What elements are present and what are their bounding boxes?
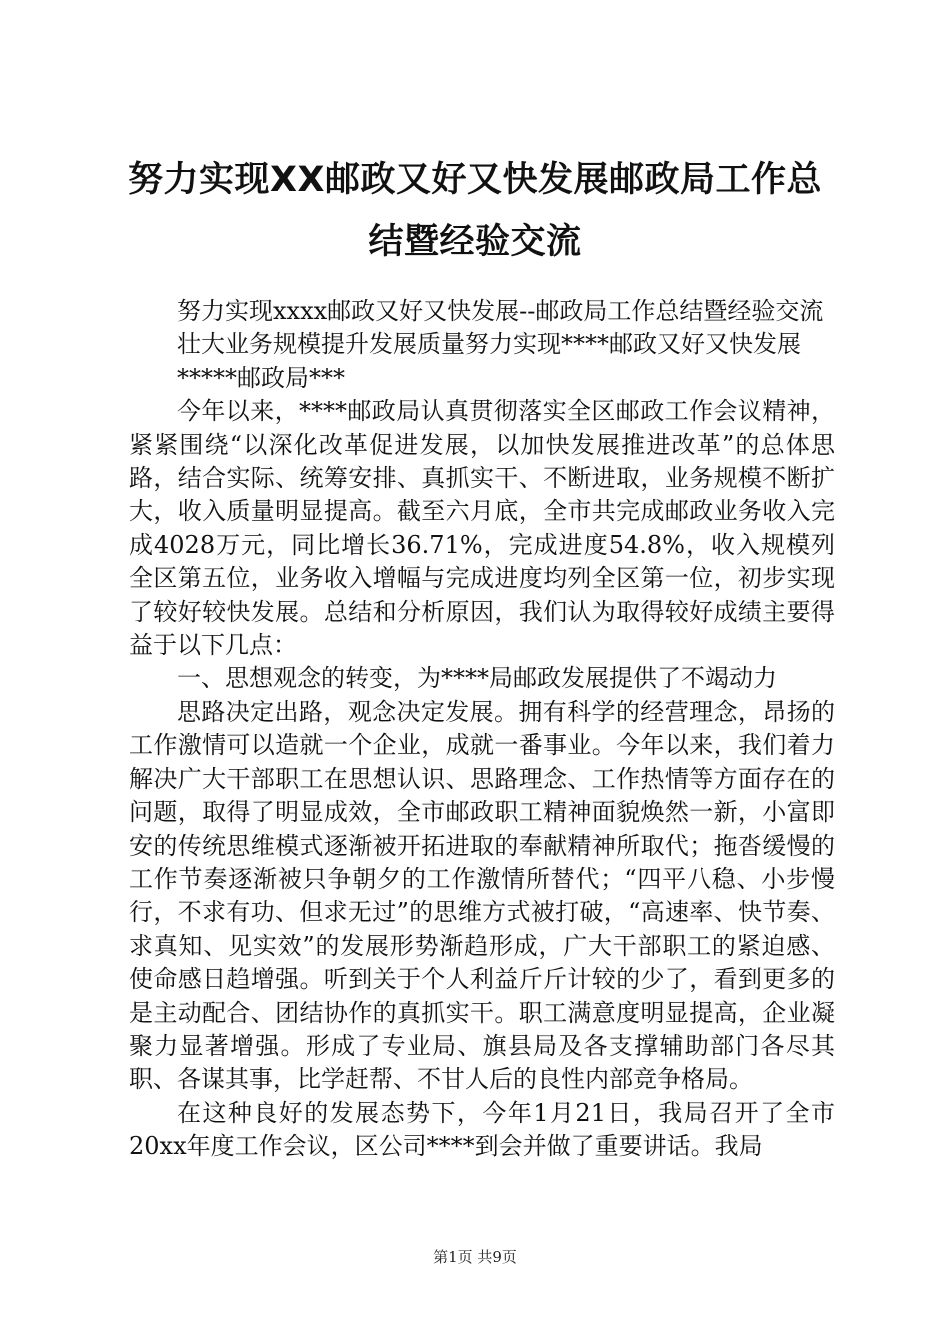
document-title-line-2: 结暨经验交流 xyxy=(368,222,582,262)
paragraph-author: *****邮政局*** xyxy=(177,363,345,392)
document-body xyxy=(129,295,835,1164)
paragraph-meeting: 在这种良好的发展态势下，今年1月21日，我局召开了全市20xx年度工作会议，区公司****到会并做了重要讲话。我局 xyxy=(129,1098,835,1161)
paragraph-subtitle: 努力实现xxxx邮政又好又快发展--邮政局工作总结暨经验交流 xyxy=(177,297,824,325)
paragraph-section-1: 思路决定出路，观念决定发展。拥有科学的经营理念，昂扬的工作激情可以造就一个企业，成就一番事业。今年以来，我们着力解决广大干部职工在思想认识、思路理念、工作热情等方面存在的问题，取得了明显成效，全市邮政职工精神面貌焕然一新，小富即安的传统思维模式逐渐被开拓进取的奉献精神所取代；拖沓缓慢的工作节奏逐渐被只争朝夕的工作激情所替代；“四平八稳、小步慢行，不求有功、但求无过”的思维方式被打破，“高速率、快节奏、求真知、见实效”的发展形势渐趋形成，广大干部职工的紧迫感、使命感日趋增强。听到关于个人利益斤斤计较的少了，看到更多的是主动配合、团结协作的真抓实干。职工满意度明显提高，企业凝聚力显著增强。形成了专业局、旗县局及各支撑辅助部门各尽其职、各谋其事，比学赶帮、不甘人后的良性内部竞争格局。 xyxy=(129,697,835,1094)
paragraph-theme: 壮大业务规模提升发展质量努力实现****邮政又好又快发展 xyxy=(177,330,801,359)
document-title-line-1: 努力实现XX邮政又好又快发展邮政局工作总 xyxy=(128,160,822,200)
section-heading-1: 一、思想观念的转变，为****局邮政发展提供了不竭动力 xyxy=(177,664,777,693)
paragraph-intro: 今年以来，****邮政局认真贯彻落实全区邮政工作会议精神，紧紧围绕“以深化改革促进发展，以加快发展推进改革”的总体思路，结合实际、统筹安排、真抓实干、不断进取，业务规模不断扩大，收入质量明显提高。截至六月底，全市共完成邮政业务收入完成4028万元，同比增长36.71%，完成进度54.8%，收入规模列全区第五位，业务收入增幅与完成进度均列全区第一位，初步实现了较好较快发展。总结和分析原因，我们认为取得较好成绩主要得益于以下几点： xyxy=(129,397,835,660)
page-footer: 第1页 共9页 xyxy=(433,1248,517,1266)
